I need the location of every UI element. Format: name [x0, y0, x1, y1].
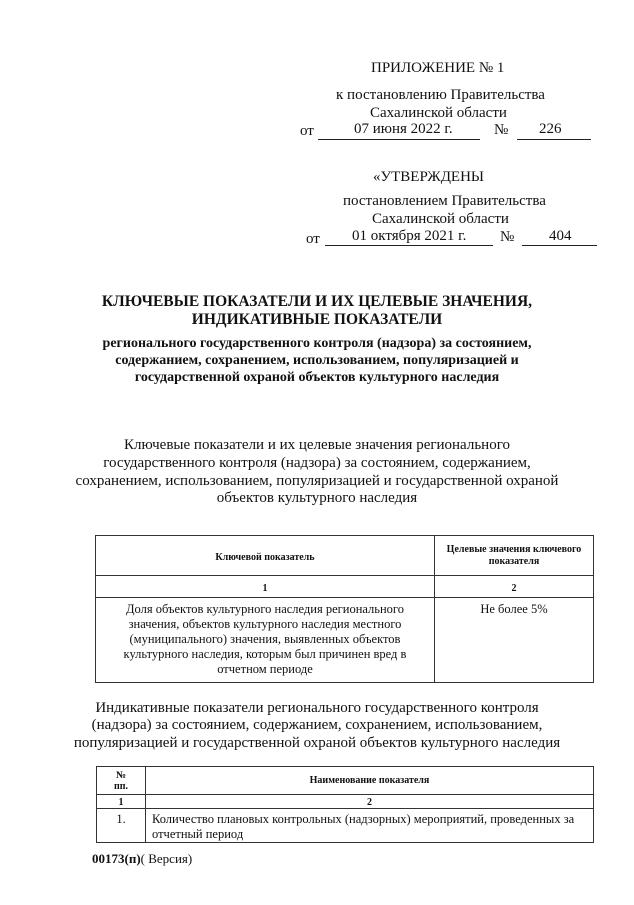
appendix-number-underline: [517, 138, 591, 140]
approved-date-underline: [325, 244, 493, 246]
table-number-row: [97, 795, 594, 809]
table-header-row: [96, 536, 594, 576]
table-cell: [435, 598, 594, 683]
appendix-region: Сахалинской области: [370, 105, 507, 121]
indicator-text-line-3: (муниципального) значения, выявленных объектов: [129, 632, 401, 646]
indicator-text-line-4: культурного наследия, которым был причинен вред в: [123, 647, 407, 661]
indicative-indicators-table: [96, 766, 594, 843]
heading-line-2: ИНДИКАТИВНЫЕ ПОКАЗАТЕЛИ: [191, 311, 443, 328]
col-indicator-name-header: Наименование показателя: [309, 775, 430, 786]
indicator-text-line-2: значения, объектов культурного наследия местного: [128, 617, 402, 631]
table-header-row: [97, 767, 594, 795]
approved-num-label: №: [500, 229, 515, 245]
table-header-cell: [97, 767, 146, 795]
table-row: [97, 809, 594, 843]
approved-title: «УТВЕРЖДЕНЫ: [373, 169, 485, 185]
section1-line-4: объектов культурного наследия: [216, 490, 418, 506]
approved-number: 404: [549, 228, 572, 244]
indicator-name-line-2: отчетный период: [152, 827, 244, 841]
document-version: ( Версия): [140, 851, 193, 866]
appendix-title: ПРИЛОЖЕНИЕ № 1: [371, 60, 505, 76]
key-indicators-table: [95, 535, 594, 683]
col-key-indicator-header: Ключевой показатель: [215, 551, 315, 563]
table-header-cell: [435, 536, 594, 576]
indicator-name-line-1: Количество плановых контрольных (надзорных) мероприятий, проведенных за: [152, 812, 575, 826]
appendix-to-resolution: к постановлению Правительства: [336, 87, 545, 103]
section1-line-1: Ключевые показатели и их целевые значения регионального: [124, 437, 510, 453]
section1-line-2: государственного контроля (надзора) за состоянием, содержанием,: [103, 455, 531, 471]
appendix-date: 07 июня 2022 г.: [354, 121, 453, 137]
approved-from-label: от: [306, 231, 320, 247]
table-header-cell: [96, 536, 435, 576]
section2-line-1: Индикативные показатели регионального государственного контроля: [95, 700, 539, 716]
section1-line-3: сохранением, использованием, популяризацией и государственной охраной: [75, 473, 559, 489]
section2-line-2: (надзора) за состоянием, содержанием, сохранением, использованием,: [91, 717, 543, 733]
approved-resolution: постановлением Правительства: [343, 193, 546, 209]
indicator-target-value: Не более 5%: [480, 602, 548, 616]
document-code: 00173(п): [92, 851, 141, 866]
col-number-2: 2: [511, 582, 517, 594]
appendix-number: 226: [539, 121, 562, 137]
approved-date: 01 октября 2021 г.: [352, 228, 467, 244]
section2-line-3: популяризацией и государственной охраной объектов культурного наследия: [73, 735, 561, 751]
col-number-header-line-1: №: [115, 769, 127, 781]
document-footer: [92, 851, 192, 867]
table-cell: [96, 576, 435, 598]
appendix-date-underline: [318, 138, 480, 140]
appendix-from-label: от: [300, 123, 314, 139]
approved-region: Сахалинской области: [372, 211, 509, 227]
approved-number-underline: [522, 244, 597, 246]
col-number-header-line-2: пп.: [113, 780, 129, 792]
table-cell: [97, 809, 146, 843]
indicator-text-line-5: отчетном периоде: [217, 662, 313, 676]
col-number-1: 1: [262, 582, 268, 594]
heading-line-1: КЛЮЧЕВЫЕ ПОКАЗАТЕЛИ И ИХ ЦЕЛЕВЫЕ ЗНАЧЕНИЯ,: [101, 293, 533, 310]
indicator-text-line-1: Доля объектов культурного наследия регионального: [126, 602, 404, 616]
table-row: [96, 598, 594, 683]
table-cell: [146, 809, 594, 843]
col-target-header-line-1: Целевые значения ключевого: [446, 543, 582, 555]
col-target-header-line-2: показателя: [488, 555, 540, 567]
table-cell: [146, 795, 594, 809]
table-number-row: [96, 576, 594, 598]
row-number: 1.: [116, 812, 126, 826]
heading-sub-3: государственной охраной объектов культурного наследия: [134, 370, 500, 385]
col-number-1: 1: [118, 797, 124, 808]
appendix-num-label: №: [494, 122, 509, 138]
table-cell: [96, 598, 435, 683]
heading-sub-2: содержанием, сохранением, использованием, популяризацией и: [115, 353, 519, 368]
table-cell: [435, 576, 594, 598]
heading-sub-1: регионального государственного контроля (надзора) за состоянием,: [102, 336, 532, 351]
table-header-cell: [146, 767, 594, 795]
table-cell: [97, 795, 146, 809]
col-number-2: 2: [367, 797, 372, 808]
